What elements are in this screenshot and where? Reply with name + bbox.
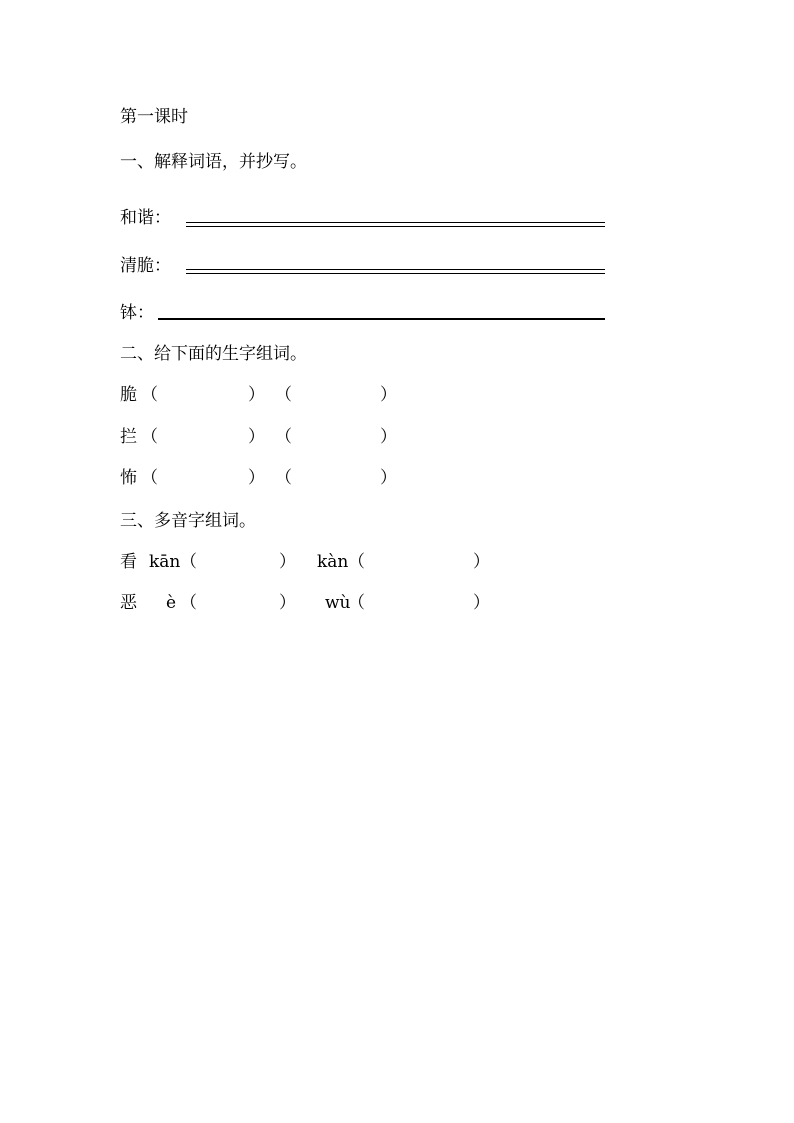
char-cui: 脆	[120, 385, 137, 405]
open-paren: （	[180, 552, 197, 572]
section3-heading: 三、多音字组词。	[120, 511, 256, 531]
open-paren: （	[348, 593, 365, 613]
answer-line-qingcui[interactable]	[186, 269, 605, 274]
open-paren: （	[348, 552, 365, 572]
section2-heading: 二、给下面的生字组词。	[120, 344, 307, 364]
open-paren: （	[275, 468, 292, 488]
close-paren: ）	[248, 427, 265, 447]
answer-blank-e-1[interactable]	[199, 592, 279, 614]
answer-blank-lan-1[interactable]	[160, 426, 248, 448]
close-paren: ）	[473, 593, 490, 613]
answer-blank-bu-1[interactable]	[160, 467, 248, 489]
lesson-title: 第一课时	[120, 107, 188, 127]
char-kan: 看	[120, 552, 137, 572]
open-paren: （	[141, 427, 158, 447]
open-paren: （	[275, 385, 292, 405]
pinyin-kan1: kān	[149, 552, 181, 572]
close-paren: ）	[473, 552, 490, 572]
word-label-bo: 钵：	[120, 303, 154, 323]
char-bu: 怖	[120, 468, 137, 488]
open-paren: （	[180, 593, 197, 613]
close-paren: ）	[279, 552, 296, 572]
answer-blank-cui-1[interactable]	[160, 384, 248, 406]
open-paren: （	[141, 385, 158, 405]
close-paren: ）	[380, 427, 397, 447]
answer-blank-cui-2[interactable]	[294, 384, 380, 406]
pinyin-kan2: kàn	[317, 552, 349, 572]
char-lan: 拦	[120, 427, 137, 447]
answer-line-bo[interactable]	[158, 318, 605, 320]
answer-blank-kan-2[interactable]	[367, 551, 473, 573]
pinyin-wu: wù	[325, 593, 351, 613]
answer-line-hexie[interactable]	[186, 222, 605, 227]
close-paren: ）	[380, 468, 397, 488]
close-paren: ）	[248, 385, 265, 405]
answer-blank-lan-2[interactable]	[294, 426, 380, 448]
close-paren: ）	[380, 385, 397, 405]
close-paren: ）	[248, 468, 265, 488]
word-label-hexie: 和谐：	[120, 208, 171, 228]
char-e: 恶	[120, 593, 137, 613]
answer-blank-bu-2[interactable]	[294, 467, 380, 489]
answer-blank-kan-1[interactable]	[199, 551, 279, 573]
section1-heading: 一、解释词语，并抄写。	[120, 152, 307, 172]
pinyin-e: è	[166, 593, 177, 613]
close-paren: ）	[279, 593, 296, 613]
open-paren: （	[275, 427, 292, 447]
word-label-qingcui: 清脆：	[120, 256, 171, 276]
open-paren: （	[141, 468, 158, 488]
answer-blank-e-2[interactable]	[367, 592, 473, 614]
